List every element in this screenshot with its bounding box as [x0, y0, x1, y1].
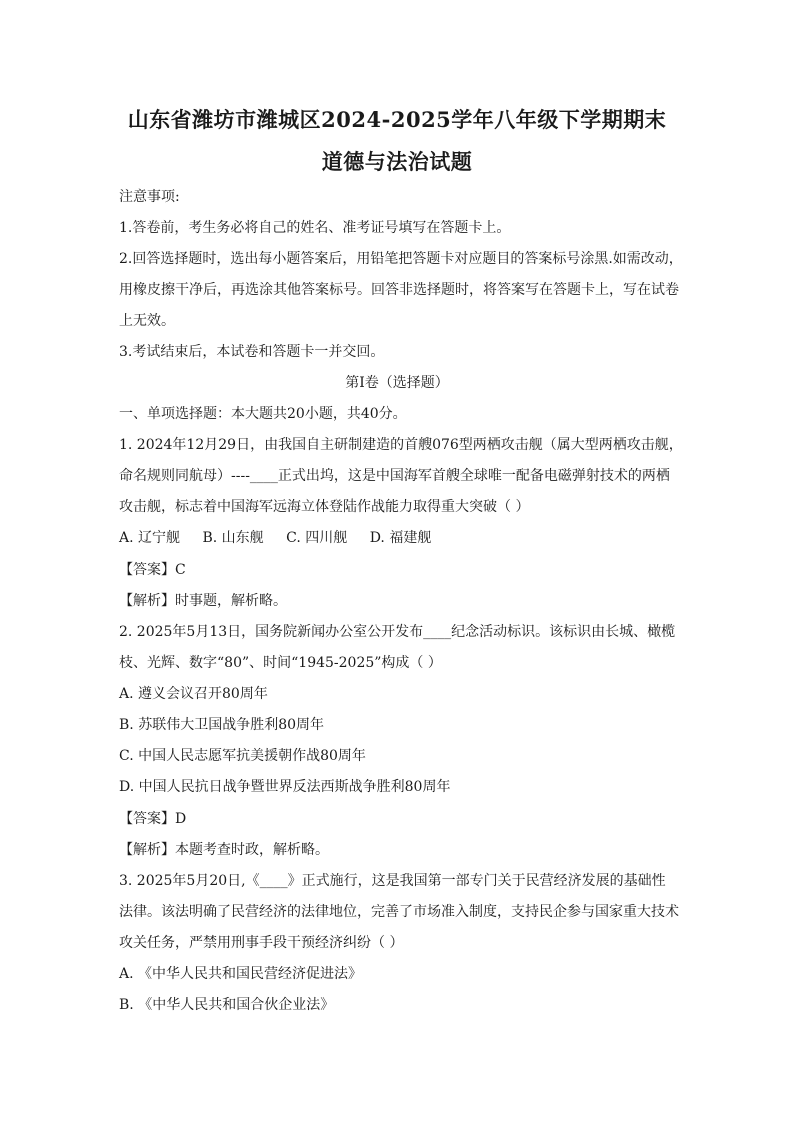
exam-title-line1: 山东省潍坊市潍城区2024-2025学年八年级下学期期末 — [127, 107, 667, 132]
q1-stem-line2: 命名规则同航母）----____正式出坞，这是中国海军首艘全球唯一配备电磁弹射技术的两栖 — [119, 468, 670, 484]
q1-option-b: B. 山东舰 — [202, 530, 264, 546]
note-2-line2: 用橡皮擦干净后，再选涂其他答案标号。回答非选择题时，将答案写在答题卡上，写在试卷 — [119, 282, 679, 298]
q2-analysis: 【解析】本题考查时政，解析略。 — [119, 842, 329, 858]
q1-stem-line1: 1. 2024年12月29日，由我国自主研制建造的首艘076型两栖攻击舰（属大型两栖攻击舰， — [119, 437, 683, 453]
q2-answer: 【答案】D — [119, 811, 187, 827]
q3-stem-line2: 法律。该法明确了民营经济的法律地位，完善了市场准入制度，支持民企参与国家重大技术 — [119, 904, 679, 920]
q2-option-c: C. 中国人民志愿军抗美援朝作战80周年 — [119, 748, 366, 764]
q2-stem-line1: 2. 2025年5月13日，国务院新闻办公室公开发布____纪念活动标识。该标识由长城、橄榄 — [119, 624, 676, 640]
note-2-line3: 上无效。 — [119, 313, 175, 329]
q1-stem-line3: 攻击舰，标志着中国海军远海立体登陆作战能力取得重大突破（ ） — [119, 499, 530, 515]
q2-stem-line2: 枝、光辉、数字“80”、时间“1945-2025”构成（ ） — [119, 655, 442, 671]
volume-heading: 第I卷（选择题） — [345, 375, 449, 391]
q1-analysis: 【解析】时事题，解析略。 — [119, 593, 287, 609]
q1-answer: 【答案】C — [119, 562, 186, 578]
q3-stem-line3: 攻关任务，严禁用刑事手段干预经济纠纷（ ） — [119, 935, 404, 951]
q2-option-d: D. 中国人民抗日战争暨世界反法西斯战争胜利80周年 — [119, 779, 451, 795]
q1-option-a: A. 辽宁舰 — [119, 530, 181, 546]
part-heading: 一、单项选择题：本大题共20小题，共40分。 — [119, 406, 407, 422]
note-1: 1.答卷前，考生务必将自己的姓名、准考证号填写在答题卡上。 — [119, 220, 511, 236]
exam-title-line2: 道德与法治试题 — [321, 149, 473, 174]
note-3: 3.考试结束后，本试卷和答题卡一并交回。 — [119, 344, 385, 360]
q1-option-c: C. 四川舰 — [286, 530, 348, 546]
q1-option-d: D. 福建舰 — [369, 530, 432, 546]
q2-option-b: B. 苏联伟大卫国战争胜利80周年 — [119, 717, 325, 733]
q3-stem-line1: 3. 2025年5月20日,《____》正式施行，这是我国第一部专门关于民营经济发展的基础性 — [119, 873, 666, 889]
notes-heading: 注意事项: — [119, 189, 180, 205]
q1-options — [119, 528, 679, 548]
note-2-line1: 2.回答选择题时，选出每小题答案后，用铅笔把答题卡对应题目的答案标号涂黑.如需改动， — [119, 251, 683, 267]
q3-option-b: B. 《中华人民共和国合伙企业法》 — [119, 997, 335, 1013]
q2-option-a: A. 遵义会议召开80周年 — [119, 686, 268, 702]
q3-option-a: A. 《中华人民共和国民营经济促进法》 — [119, 966, 363, 982]
